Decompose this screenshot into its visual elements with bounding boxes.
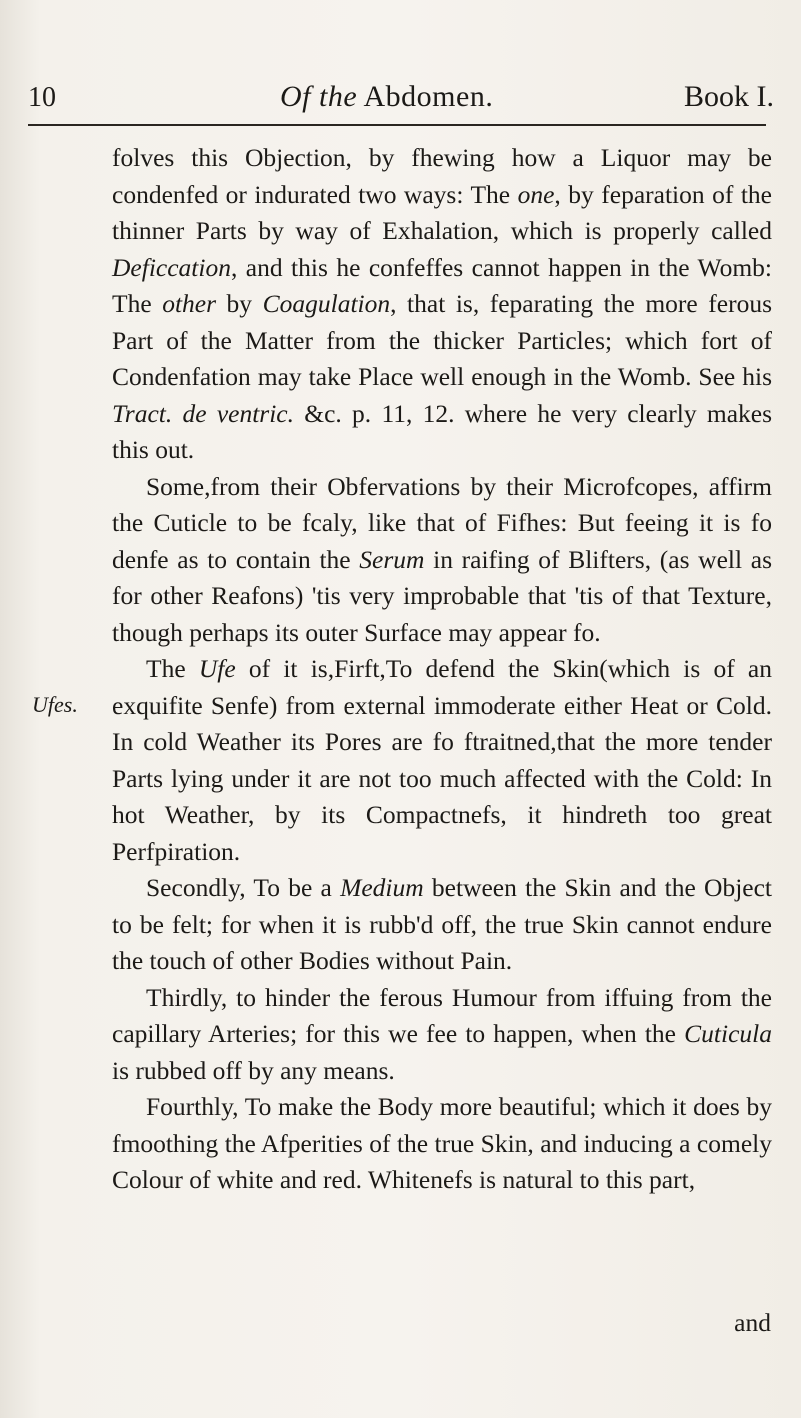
italic-text: Ufe (198, 654, 236, 683)
italic-text: Cuticula (684, 1019, 772, 1048)
italic-text: other (162, 289, 217, 318)
page-number: 10 (28, 82, 56, 113)
text-run: , by feparation of the thinner Parts by way of Exhalation, which is properly called (112, 179, 772, 245)
text-run: Thirdly, to hinder the ferous Humour from iffuing from the capillary Arteries; for this we fee to happen, when the (112, 982, 772, 1048)
text-run: The (146, 654, 199, 683)
paragraph (112, 651, 772, 870)
header-rule (28, 124, 766, 126)
text-run: of it is,Firft,To defend the Skin(which is of an exquifite Senfe) from external immoderate either Heat or Cold. In cold Weather its Pores are fo ftraitned,that the more tender Parts lying under it are not too much affected with the Cold: In hot Weather, by its Compactnefs, it hindreth too great Perfpiration. (112, 654, 772, 866)
italic-text: Deficcation (112, 252, 231, 282)
italic-text: Medium (340, 873, 424, 902)
margin-note-uses: Ufes. (32, 692, 78, 717)
text-run: between the Skin and the Object to be felt; for when it is rubb'd off, the true Skin cannot endure the touch of other Bodies without Pain. (112, 873, 772, 975)
paragraph (112, 469, 772, 652)
body-text (112, 140, 772, 1199)
paragraph (112, 870, 772, 980)
book-label: Book I. (684, 80, 774, 113)
text-run: in raifing of Blifters, (as well as for other Reafons) 'tis very improbable that 'tis of that Texture, though perhaps its outer Surface may appear fo. (112, 544, 772, 647)
paragraph (112, 980, 772, 1090)
text-run: by (216, 289, 263, 318)
text-run: Some,from their Obfervations by their Microfcopes, affirm the Cuticle to be fcaly, like that of Fifhes: But feeing it is fo denfe as to contain the (112, 471, 772, 574)
catchword: and (734, 1308, 771, 1337)
italic-text: one (517, 179, 555, 209)
page-header (28, 78, 778, 122)
italic-text: Serum (359, 544, 425, 574)
paragraph (112, 140, 772, 469)
running-head (280, 80, 493, 114)
text-run: &c. p. 11, 12. where he very clearly makes this out. (112, 398, 773, 464)
paragraph (112, 1089, 772, 1199)
italic-text: Coagulation (262, 289, 391, 318)
running-head-italic: Of the (280, 80, 358, 113)
italic-text: Tract. de ventric. (112, 398, 294, 428)
text-run: Secondly, To be a (146, 873, 341, 902)
text-run: is rubbed off by any means. (112, 1055, 395, 1085)
text-run: folves this Objection, by fhewing how a Liquor may be condenfed or indurated two ways: The (112, 143, 772, 209)
text-run: , and this he confeffes cannot happen in the Womb: The (112, 252, 772, 318)
text-run: Fourthly, To make the Body more beautiful; which it does by fmoothing the Afperities of the true Skin, and inducing a comely Colour of white and red. Whitenefs is natural to this part, (112, 1092, 772, 1194)
text-run: , that is, feparating the more ferous Part of the Matter from the thicker Particles; which fort of Condenfation may take Place well enough in the Womb. See his (112, 289, 772, 391)
running-head-title: Abdomen. (363, 80, 494, 113)
